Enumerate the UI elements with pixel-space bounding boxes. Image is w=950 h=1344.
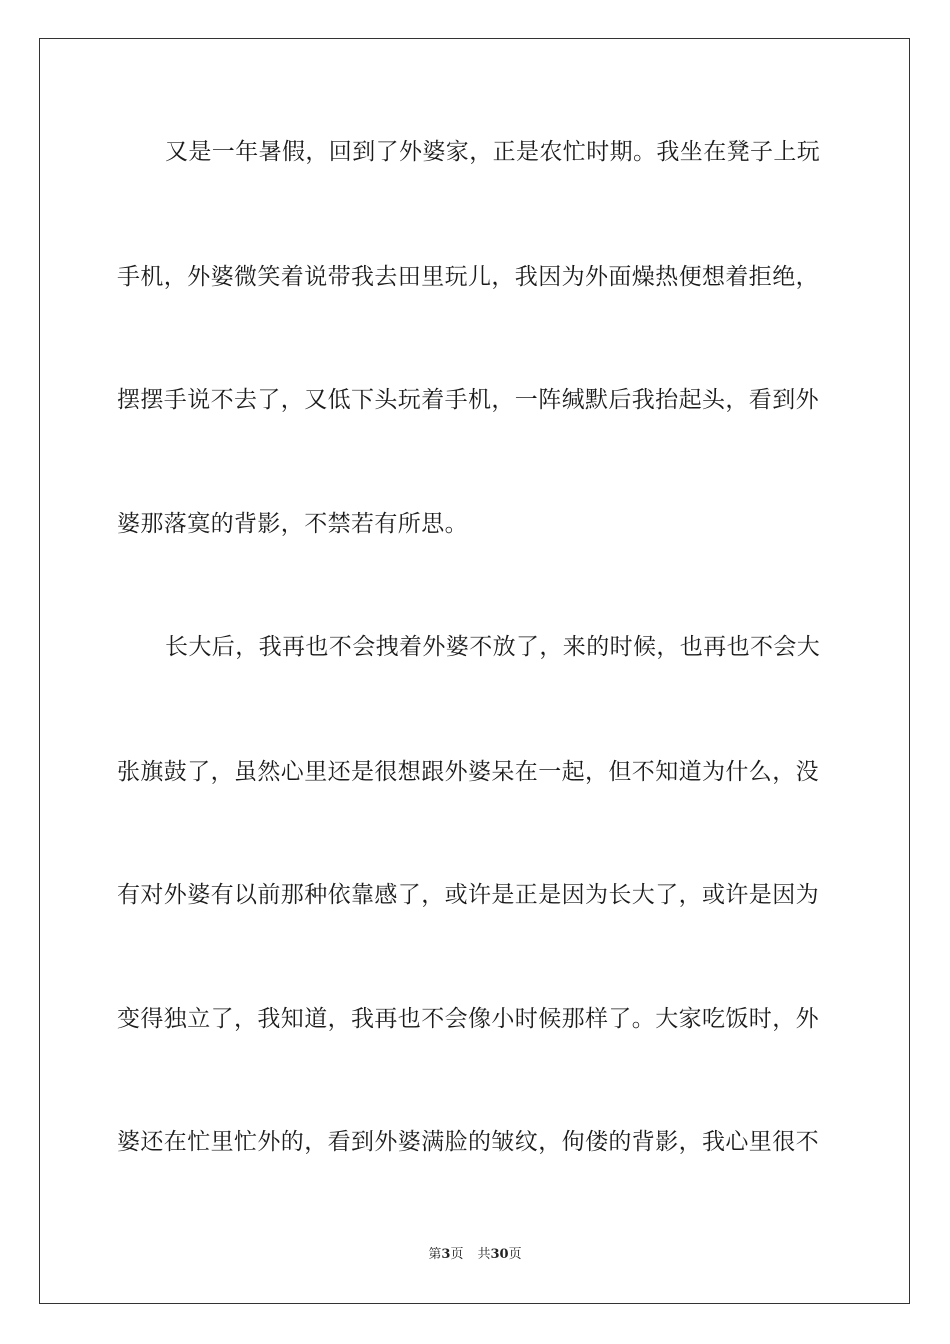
paragraph-line: 长大后，我再也不会拽着外婆不放了，来的时候，也再也不会大 [165,634,821,660]
paragraph-line: 又是一年暑假，回到了外婆家，正是农忙时期。我坐在凳子上玩 [165,139,821,165]
paragraph-line: 手机，外婆微笑着说带我去田里玩儿，我因为外面燥热便想着拒绝， [117,264,819,290]
paragraph-line: 摆摆手说不去了，又低下头玩着手机，一阵缄默后我抬起头，看到外 [117,387,819,413]
paragraph-line: 张旗鼓了，虽然心里还是很想跟外婆呆在一起，但不知道为什么，没 [117,759,819,785]
page-footer [0,1246,950,1264]
page-suffix: 页 [450,1247,464,1262]
paragraph-line: 婆那落寞的背影，不禁若有所思。 [117,511,468,537]
total-pages: 30 [490,1247,509,1262]
page-frame [39,38,910,1304]
total-suffix: 页 [508,1247,522,1262]
paragraph-line: 婆还在忙里忙外的，看到外婆满脸的皱纹，佝偻的背影，我心里很不 [117,1129,819,1155]
total-prefix: 共 [477,1247,491,1262]
paragraph-line: 变得独立了，我知道，我再也不会像小时候那样了。大家吃饭时，外 [117,1006,819,1032]
page-prefix: 第 [428,1247,442,1262]
paragraph-line: 有对外婆有以前那种依靠感了，或许是正是因为长大了，或许是因为 [117,882,819,908]
page-number: 3 [441,1247,451,1262]
